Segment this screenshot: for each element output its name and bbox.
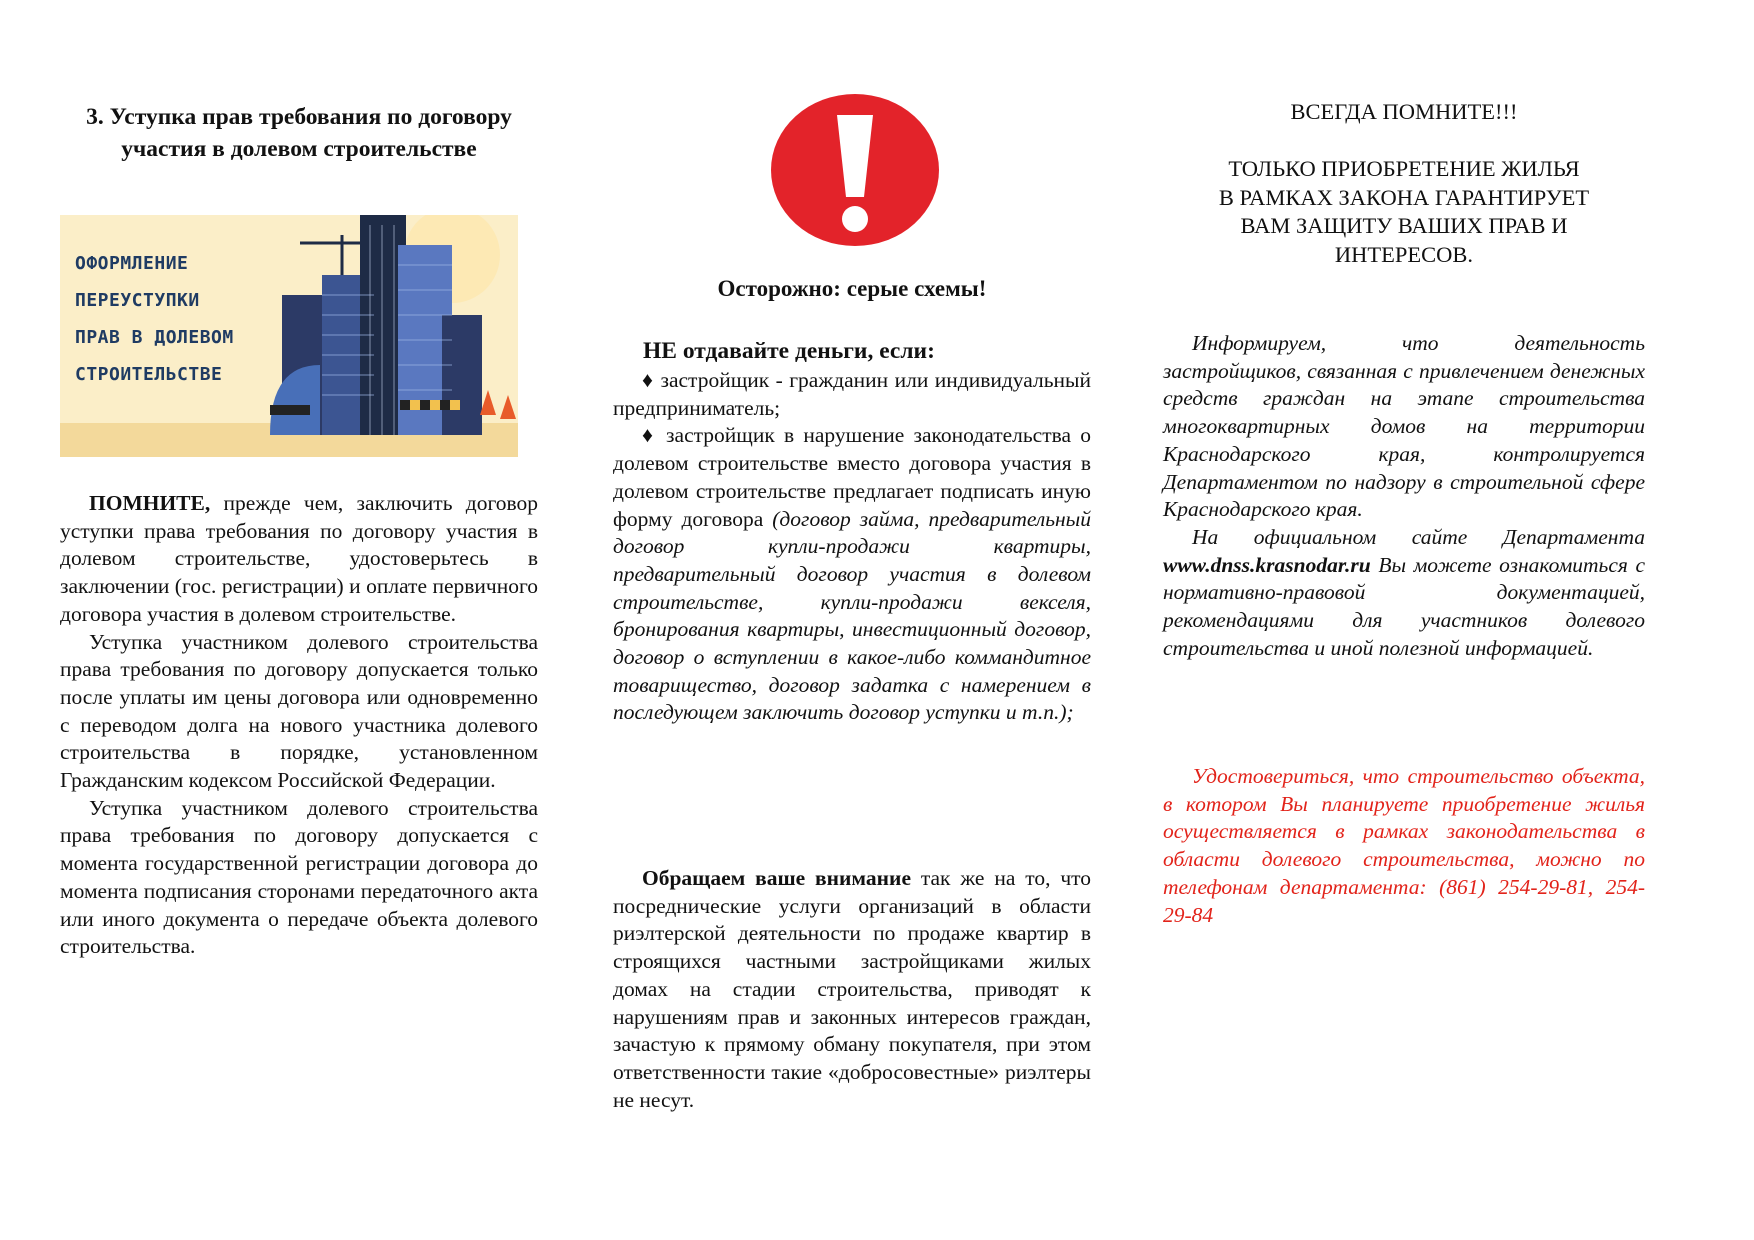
dont-pay-heading: НЕ отдавайте деньги, если: [643,338,935,364]
list-item [613,422,1091,727]
warning-title: Осторожно: серые схемы! [717,276,987,301]
site-description: Вы можете ознакомиться с нормативно-правовой документацией, рекомендациями для участников долевого строительства и иной полезной информацией. [1163,552,1645,660]
list-item-text: застройщик - гражданин или индивидуальный предприниматель; [613,368,1091,420]
list-item-text: застройщик в нарушение законодательства о долевом строительстве вместо договора участия в долевом строительстве предлагает подписать иную форму договора [613,423,1091,531]
paragraph-remember [60,490,538,629]
paragraph-verify-phones: Удостовериться, что строительство объекта, в котором Вы планируете приобретение жилья осуществляется в рамках законодательства в области долевого строительства, можно по телефонам департамента: (861) 254-29-81, 254-29-84 [1163,764,1645,927]
law-guarantee-line: ИНТЕРЕСОВ. [1334,241,1474,267]
promo-illustration [60,215,518,457]
promo-line: ПЕРЕУСТУПКИ [75,290,200,311]
paragraph-assignment-payment: Уступка участником долевого строительства права требования по договору допускается только после уплаты им цены договора или одновременно с переводом долга на нового участника долевого строительства в порядке, установленном Гражданским кодексом Российской Федерации. [60,629,538,793]
law-guarantee-line: В РАМКАХ ЗАКОНА ГАРАНТИРУЕТ [1218,184,1590,210]
verify-note [1163,763,1645,929]
left-body [60,490,538,961]
diamond-bullet-icon: ♦ [642,423,657,448]
paragraph-site [1163,524,1645,663]
site-intro: На официальном сайте Департамента [1192,524,1645,549]
law-guarantee-line: ТОЛЬКО ПРИОБРЕТЕНИЕ ЖИЛЬЯ [1228,156,1580,181]
law-guarantee [1163,155,1645,269]
paragraph-inform: Информируем, что деятельность застройщиков, связанная с привлечением денежных средств граждан на этапе строительства многоквартирных домов на территории Краснодарского края, контролируется Департаментом по надзору в строительной сфере Краснодарского края. [1163,331,1645,522]
always-remember: ВСЕГДА ПОМНИТЕ!!! [1290,99,1518,124]
paragraph-attention [613,865,1091,1114]
promo-caption [75,245,234,393]
diamond-bullet-icon: ♦ [642,368,655,392]
department-info [1163,330,1645,662]
site-link[interactable]: www.dnss.krasnodar.ru [1163,552,1371,577]
promo-line: ПРАВ В ДОЛЕВОМ [75,327,234,348]
exclamation-circle-icon [770,93,940,247]
paragraph-assignment-registration: Уступка участником долевого строительства права требования по договору допускается с момента государственной регистрации договора до момента подписания сторонами передаточного акта или иного документа о передаче объекта долевого строительства. [60,795,538,959]
attention-lead: Обращаем ваше внимание [642,866,911,890]
remember-text: прежде чем, заключить договор уступки права требования по договору участия в долевом строительстве, удостоверьтесь в заключении (гос. регистрации) и оплате первичного договора участия в долевом строительстве. [60,491,538,626]
warning-list [613,367,1091,727]
attention-block [613,865,1091,1114]
remember-lead: ПОМНИТЕ, [89,491,211,515]
list-item [613,367,1091,422]
promo-line: СТРОИТЕЛЬСТВЕ [75,364,223,385]
promo-line: ОФОРМЛЕНИЕ [75,253,189,274]
law-guarantee-line: ВАМ ЗАЩИТУ ВАШИХ ПРАВ И [1240,213,1568,238]
attention-text: так же на то, что посреднические услуги организаций в области риэлтерской деятельности по продаже квартир в строящихся частными застройщиками жилых домах на стадии строительства, приводят к нарушениям прав и законных интересов граждан, зачастую к прямому обману покупателя, при этом ответственности такие «добросовестные» риэлтеры не несут. [613,866,1091,1112]
section-title: 3. Уступка прав требования по договору участия в долевом строительстве [86,104,512,162]
list-item-examples: (договор займа, предварительный договор купли-продажи квартиры, предварительный договор участия в долевом строительстве, купли-продажи векселя, бронирования квартиры, инвестиционный договор, договор о вступлении в какое-либо коммандитное товарищество, договор задатка с намерением в последующем заключить договор уступки и т.п.); [613,506,1091,725]
